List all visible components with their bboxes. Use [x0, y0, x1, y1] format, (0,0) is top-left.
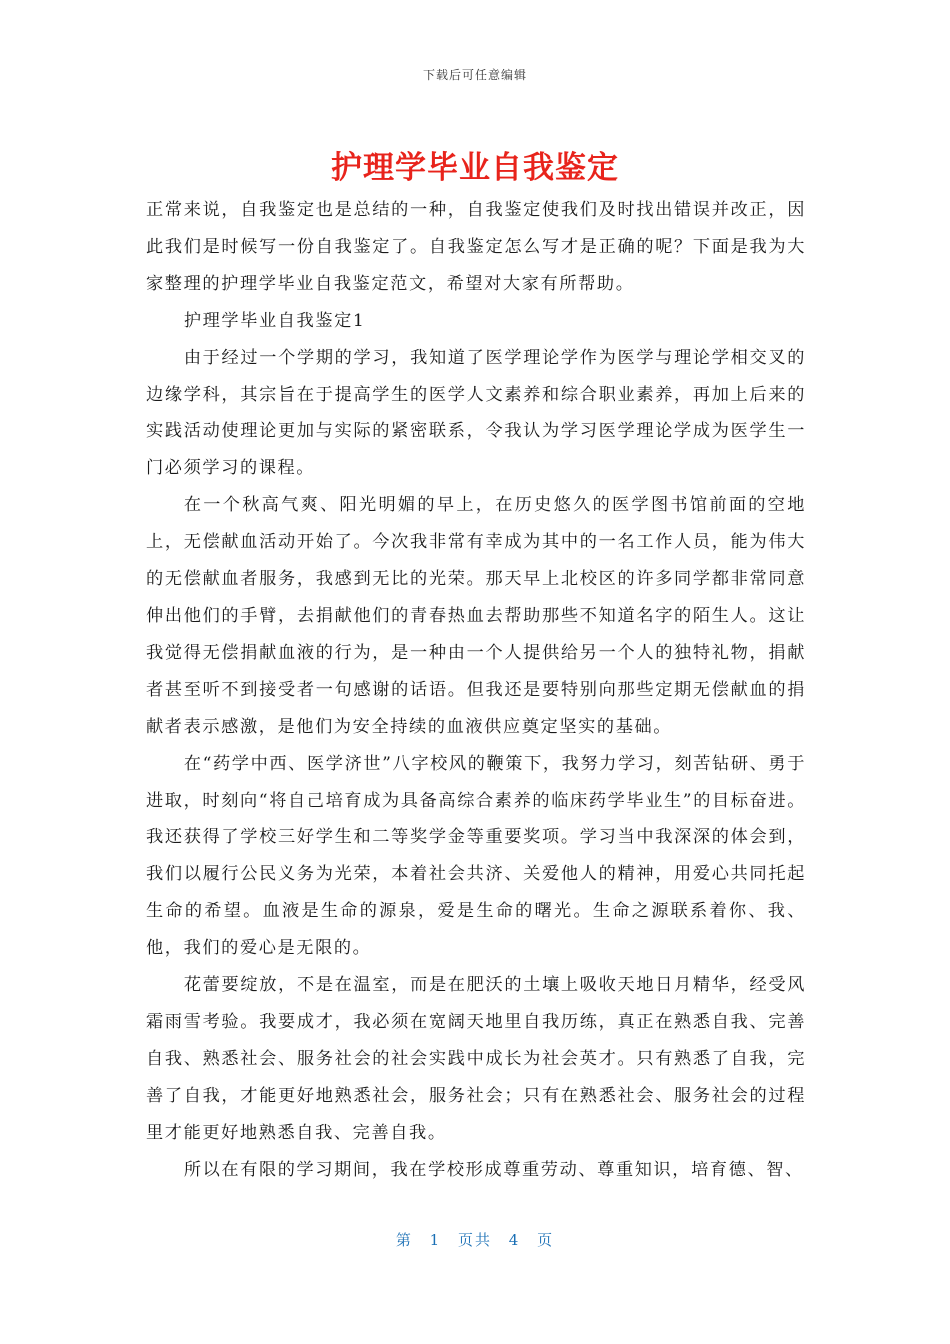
page-header-note: 下载后可任意编辑 [422, 68, 527, 82]
body-paragraph: 由于经过一个学期的学习，我知道了医学理论学作为医学与理论学相交叉的边缘学科，其宗旨在于提高学生的医学人文素养和综合职业素养，再加上后来的实践活动使理论更加与实际的紧密联系，令我认为学习医学理论学成为医学生一门必须学习的课程。 [146, 347, 806, 479]
body-paragraph: 在一个秋高气爽、阳光明媚的早上，在历史悠久的医学图书馆前面的空地上，无偿献血活动开始了。今次我非常有幸成为其中的一名工作人员，能为伟大的无偿献血者服务，我感到无比的光荣。那天早上北校区的许多同学都非常同意伸出他们的手臂，去捐献他们的青春热血去帮助那些不知道名字的陌生人。这让我觉得无偿捐献血液的行为，是一种由一个人提供给另一个人的独特礼物，捐献者甚至听不到接受者一句感谢的话语。但我还是要特别向那些定期无偿献血的捐献者表示感激，是他们为安全持续的血液供应奠定坚实的基础。 [146, 495, 806, 737]
page-number-footer: 第 1 页共 4 页 [395, 1231, 555, 1249]
document-title: 护理学毕业自我鉴定 [331, 150, 619, 186]
intro-paragraph: 正常来说，自我鉴定也是总结的一种，自我鉴定使我们及时找出错误并改正，因此我们是时候写一份自我鉴定了。自我鉴定怎么写才是正确的呢？下面是我为大家整理的护理学毕业自我鉴定范文，希望对大家有所帮助。 [146, 200, 806, 294]
body-paragraph: 在“药学中西、医学济世”八字校风的鞭策下，我努力学习，刻苦钻研、勇于进取，时刻向“将自己培育成为具备高综合素养的临床药学毕业生”的目标奋进。我还获得了学校三好学生和二等奖学金等重要奖项。学习当中我深深的体会到，我们以履行公民义务为光荣，本着社会共济、关爱他人的精神，用爱心共同托起生命的希望。血液是生命的源泉，爱是生命的曙光。生命之源联系着你、我、他，我们的爱心是无限的。 [146, 753, 806, 959]
section-heading: 护理学毕业自我鉴定1 [183, 310, 366, 331]
body-paragraph: 花蕾要绽放，不是在温室，而是在肥沃的土壤上吸收天地日月精华，经受风霜雨雪考验。我要成才，我必须在宽阔天地里自我历练，真正在熟悉自我、完善自我、熟悉社会、服务社会的社会实践中成长为社会英才。只有熟悉了自我，完善了自我，才能更好地熟悉社会，服务社会；只有在熟悉社会、服务社会的过程里才能更好地熟悉自我、完善自我。 [146, 975, 806, 1143]
document-body [146, 192, 806, 1188]
body-paragraph: 所以在有限的学习期间，我在学校形成尊重劳动、尊重知识，培育德、智、 [183, 1159, 804, 1180]
